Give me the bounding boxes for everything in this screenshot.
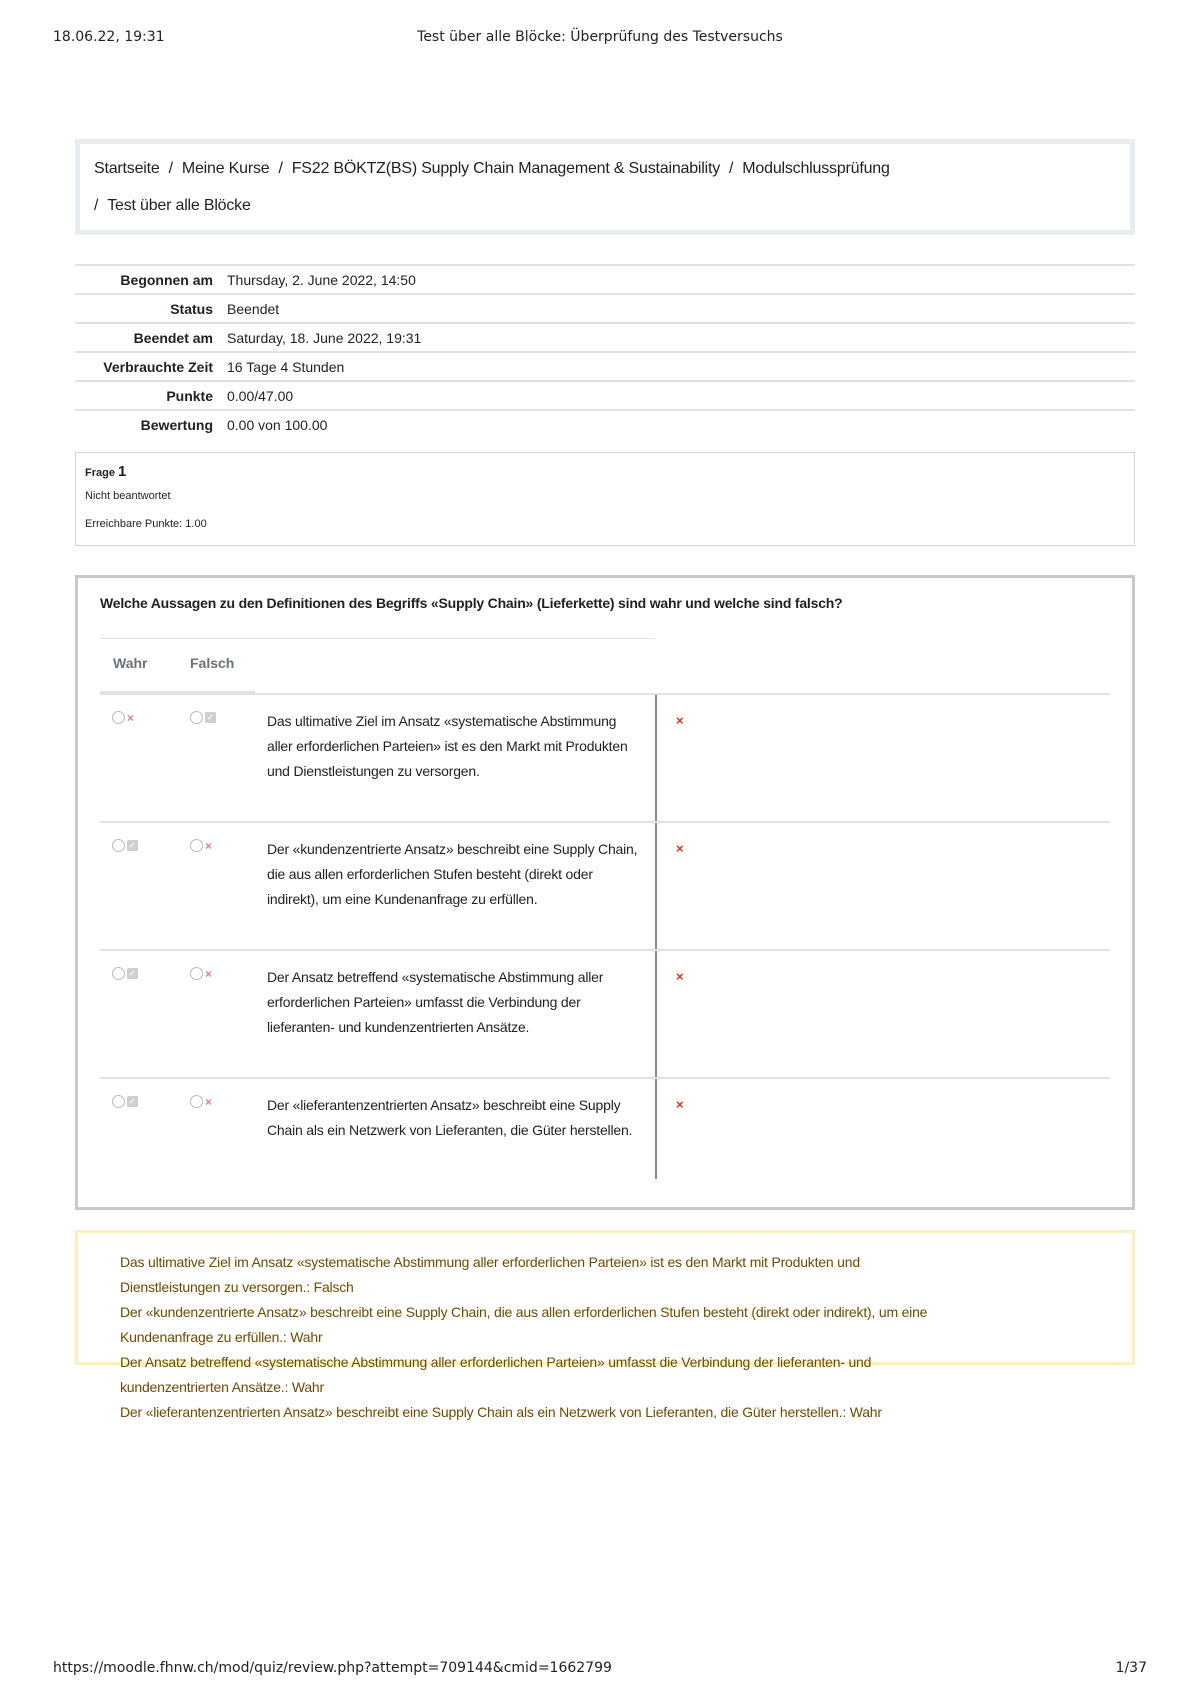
question-content xyxy=(75,575,1135,1210)
column-divider xyxy=(655,951,657,1077)
column-divider xyxy=(655,695,657,821)
breadcrumb-section[interactable]: Modulschlussprüfung xyxy=(742,160,890,177)
right-answer-line: Der Ansatz betreffend «systematische Abstimmung aller erforderlichen Parteien» umfasst die Verbindung der lieferanten- und xyxy=(120,1354,872,1370)
column-divider xyxy=(655,823,657,949)
breadcrumb xyxy=(75,139,1135,235)
right-answer-line: Dienstleistungen zu versorgen.: Falsch xyxy=(120,1279,354,1295)
check-icon: ✓ xyxy=(128,1096,137,1106)
summary-value: Saturday, 18. June 2022, 19:31 xyxy=(227,329,422,346)
question-number-value: 1 xyxy=(118,463,127,480)
summary-value: Beendet xyxy=(227,300,280,317)
cross-icon: × xyxy=(205,838,213,853)
print-header xyxy=(53,29,1147,49)
right-answer-line: Das ultimative Ziel im Ansatz «systematische Abstimmung aller erforderlichen Parteien» ist es den Markt mit Produkten und xyxy=(120,1254,860,1270)
option-falsch xyxy=(190,839,212,852)
question-number-label: Frage xyxy=(85,467,115,479)
option-falsch xyxy=(190,711,216,724)
table-row xyxy=(100,1077,1110,1179)
summary-label: Punkte xyxy=(166,387,213,404)
summary-row xyxy=(75,264,1135,293)
page-number: 1/37 xyxy=(1115,1660,1147,1676)
radio-button[interactable] xyxy=(112,1095,125,1108)
table-row xyxy=(100,949,1110,1077)
breadcrumb-meine-kurse[interactable]: Meine Kurse xyxy=(181,160,270,177)
summary-value: 0.00/47.00 xyxy=(227,387,294,404)
option-wahr xyxy=(112,711,134,724)
breadcrumb-course[interactable]: FS22 BÖKTZ(BS) Supply Chain Management & Sustainability xyxy=(291,160,721,177)
radio-button[interactable] xyxy=(190,1095,203,1108)
statement-text: Das ultimative Ziel im Ansatz «systematische Abstimmung aller erforderlichen Parteien» ist es den Markt mit Produkten und Dienstleistungen zu versorgen. xyxy=(267,713,628,779)
attempt-summary xyxy=(75,264,1135,438)
page-url: https://moodle.fhnw.ch/mod/quiz/review.php?attempt=709144&cmid=1662799 xyxy=(53,1660,612,1676)
radio-button[interactable] xyxy=(190,839,203,852)
summary-label: Begonnen am xyxy=(120,271,213,288)
right-answer-line: Der «kundenzentrierte Ansatz» beschreibt eine Supply Chain, die aus allen erforderlichen Stufen besteht (direkt oder indirekt), um eine xyxy=(120,1304,928,1320)
cross-icon: × xyxy=(205,1094,213,1109)
check-icon: ✓ xyxy=(128,840,137,850)
check-icon: ✓ xyxy=(206,712,215,722)
right-answer-line: Der «lieferantenzentrierten Ansatz» beschreibt eine Supply Chain als ein Netzwerk von Lieferanten, die Güter herstellen.: Wahr xyxy=(120,1404,882,1420)
table-row xyxy=(100,693,1110,821)
breadcrumb-separator: / xyxy=(94,197,99,214)
column-header-falsch: Falsch xyxy=(190,655,235,671)
question-info xyxy=(75,452,1135,546)
answer-matrix xyxy=(100,638,1110,1179)
cross-icon: × xyxy=(127,710,135,725)
breadcrumb-separator: / xyxy=(168,160,173,177)
summary-row xyxy=(75,322,1135,351)
summary-label: Beendet am xyxy=(133,329,213,346)
breadcrumb-startseite[interactable]: Startseite xyxy=(94,160,160,177)
incorrect-icon: × xyxy=(676,969,684,984)
breadcrumb-quiz[interactable]: Test über alle Blöcke xyxy=(107,197,251,214)
summary-label: Status xyxy=(170,300,213,317)
summary-label: Bewertung xyxy=(140,416,213,433)
radio-button[interactable] xyxy=(112,967,125,980)
question-state: Nicht beantwortet xyxy=(85,490,171,502)
table-row xyxy=(100,821,1110,949)
option-wahr xyxy=(112,967,138,980)
radio-button[interactable] xyxy=(112,839,125,852)
question-grade: Erreichbare Punkte: 1.00 xyxy=(85,518,207,530)
right-answer-line: kundenzentrierten Ansätze.: Wahr xyxy=(120,1379,324,1395)
breadcrumb-separator: / xyxy=(278,160,283,177)
answer-matrix-header xyxy=(100,638,655,693)
summary-value: Thursday, 2. June 2022, 14:50 xyxy=(227,271,416,288)
option-wahr xyxy=(112,839,138,852)
radio-button[interactable] xyxy=(190,967,203,980)
summary-row xyxy=(75,293,1135,322)
column-divider xyxy=(655,1079,657,1179)
option-falsch xyxy=(190,967,212,980)
right-answer-feedback xyxy=(75,1230,1135,1420)
question-number xyxy=(85,463,1125,480)
print-datetime: 18.06.22, 19:31 xyxy=(53,29,165,45)
option-wahr xyxy=(112,1095,138,1108)
summary-row xyxy=(75,351,1135,380)
summary-value: 16 Tage 4 Stunden xyxy=(227,358,345,375)
check-icon: ✓ xyxy=(128,968,137,978)
breadcrumb-separator: / xyxy=(729,160,734,177)
incorrect-icon: × xyxy=(676,1097,684,1112)
statement-text: Der «lieferantenzentrierten Ansatz» beschreibt eine Supply Chain als ein Netzwerk von Lieferanten, die Güter herstellen. xyxy=(267,1097,633,1138)
cross-icon: × xyxy=(205,966,213,981)
summary-label: Verbrauchte Zeit xyxy=(103,358,213,375)
question-text: Welche Aussagen zu den Definitionen des Begriffs «Supply Chain» (Lieferkette) sind wahr und welche sind falsch? xyxy=(100,595,843,611)
incorrect-icon: × xyxy=(676,713,684,728)
statement-text: Der «kundenzentrierte Ansatz» beschreibt eine Supply Chain, die aus allen erforderlichen Stufen besteht (direkt oder indirekt), um eine Kundenanfrage zu erfüllen. xyxy=(267,841,638,907)
option-falsch xyxy=(190,1095,212,1108)
incorrect-icon: × xyxy=(676,841,684,856)
summary-row xyxy=(75,409,1135,438)
print-page-title: Test über alle Blöcke: Überprüfung des Testversuchs xyxy=(417,29,783,45)
column-header-wahr: Wahr xyxy=(113,655,148,671)
radio-button[interactable] xyxy=(112,711,125,724)
right-answer-line: Kundenanfrage zu erfüllen.: Wahr xyxy=(120,1329,323,1345)
summary-value: 0.00 von 100.00 xyxy=(227,416,328,433)
radio-button[interactable] xyxy=(190,711,203,724)
print-footer xyxy=(53,1660,1147,1680)
statement-text: Der Ansatz betreffend «systematische Abstimmung aller erforderlichen Parteien» umfasst die Verbindung der lieferanten- und kundenzentrierten Ansätze. xyxy=(267,969,604,1035)
summary-row xyxy=(75,380,1135,409)
